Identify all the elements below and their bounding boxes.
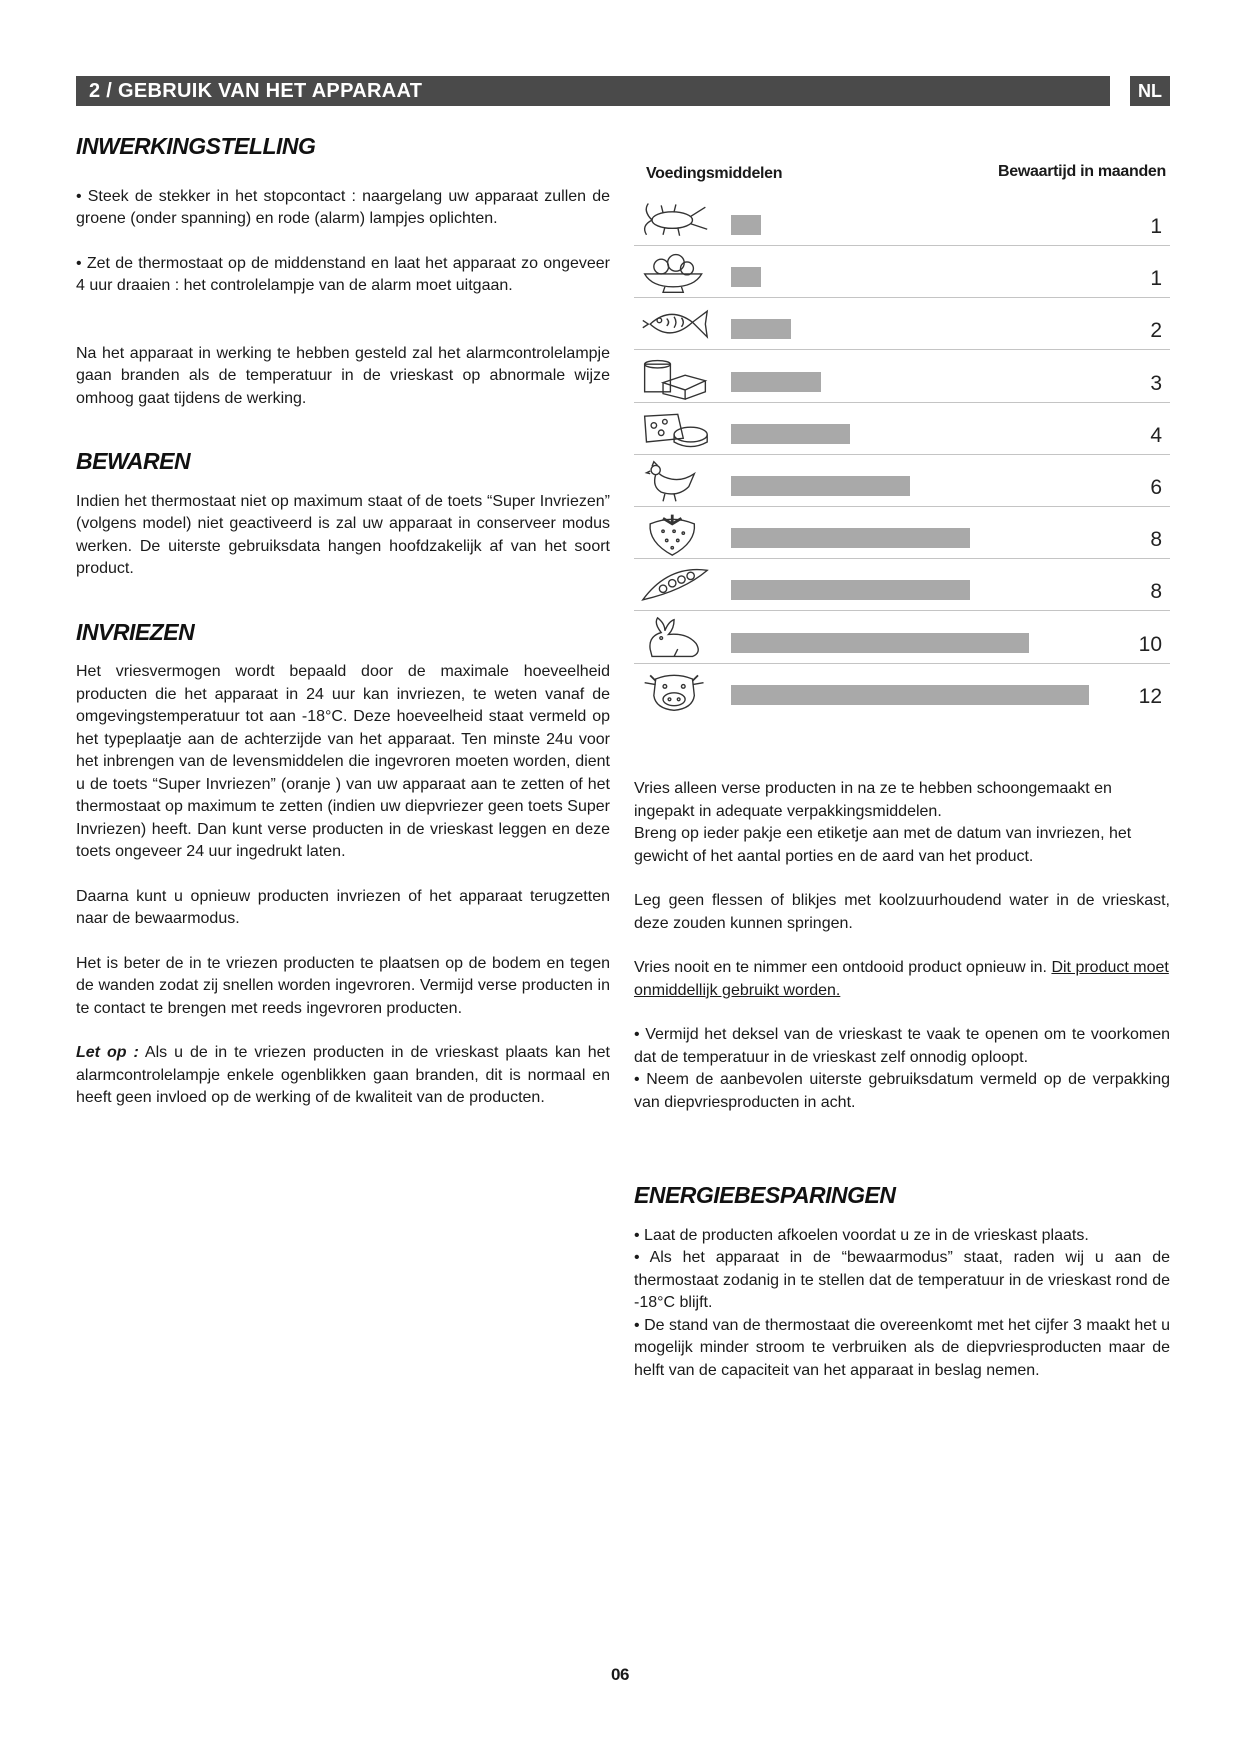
- chart-value-label: 8: [1150, 580, 1162, 604]
- strawberry-icon: [634, 511, 716, 557]
- paragraph: Het vriesvermogen wordt bepaald door de maximale hoeveelheid producten die het apparaat in 24 uur kan invriezen, te weten vanaf de omgevingstemperatuur tot aan -18°C. Deze hoeveelheid staat vermeld op het typeplaatje aan de achterzijde van het apparaat. Ten minste 24u voor het inbrengen van de levensmiddelen die ingevroren moeten worden, dient u de toets “Super Invriezen” (oranje ) van uw apparaat aan te zetten of het thermostaat op maximum te zetten (indien uw diepvriezer geen toets Super Invriezen) heeft. Dan kunt verse producten in de vrieskast leggen en deze toets ongeveer 24 uur ingedrukt laten.: [76, 663, 610, 860]
- heading-energiebesparingen: ENERGIEBESPARINGEN: [634, 1182, 896, 1208]
- chart-bar: [731, 528, 970, 548]
- underlined-text: Dit product moet onmiddellijk gebruikt worden.: [634, 959, 1169, 999]
- rabbit-icon: [634, 616, 716, 662]
- chart-value-label: 12: [1138, 684, 1162, 708]
- chicken-icon: [634, 459, 716, 505]
- paragraph: Breng op ieder pakje een etiketje aan met de datum van invriezen, het gewicht of het aantal porties en de aard van het product.: [634, 825, 1132, 865]
- paragraph: [634, 957, 1170, 1002]
- heading-bewaren: BEWAREN: [76, 448, 191, 474]
- chart-value-label: 1: [1150, 267, 1162, 291]
- page-number: 06: [611, 1665, 629, 1684]
- language-badge: NL: [1130, 76, 1170, 106]
- paragraph: • Zet de thermostaat op de middenstand en laat het apparaat zo ongeveer 4 uur draaien : het controlelampje van de alarm moet uitgaan.: [76, 254, 610, 294]
- chart-header-food: Voedingsmiddelen: [646, 165, 783, 182]
- chart-bar: [731, 372, 821, 392]
- chart-value-label: 3: [1150, 371, 1162, 395]
- note-label: Let op :: [76, 1044, 139, 1061]
- chart-row-chicken: [634, 455, 1170, 507]
- chart-row-peas: [634, 559, 1170, 611]
- note-text: Als u de in te vriezen producten in de vrieskast plaats kan het alarmcontrolelampje enkele ogenblikken gaan branden, dit is normaal en heeft geen invloed op de werking of de kwaliteit van de producten.: [76, 1044, 611, 1106]
- note-paragraph: [76, 1042, 610, 1110]
- left-column: [76, 135, 610, 1110]
- chart-row-butter: [634, 351, 1170, 403]
- chart-value-label: 8: [1150, 528, 1162, 552]
- paragraph: • Laat de producten afkoelen voordat u ze in de vrieskast plaats.: [634, 1226, 1089, 1244]
- paragraph: • Steek de stekker in het stopcontact : naargelang uw apparaat zullen de groene (onder spanning) en rode (alarm) lampjes oplichten.: [76, 187, 610, 227]
- storage-time-chart: [634, 158, 1170, 738]
- right-column: [634, 778, 1170, 1382]
- paragraph: Daarna kunt u opnieuw producten invriezen of het apparaat terugzetten naar de bewaarmodus.: [76, 887, 610, 927]
- shellfish-icon: [634, 198, 716, 244]
- paragraph: • De stand van de thermostaat die overeenkomt met het cijfer 3 maakt het u mogelijk minder stroom te verbruiken als de diepvriesproducten maar de helft van de capaciteit van het apparaat in beslag nemen.: [634, 1316, 1170, 1379]
- chart-bar: [731, 685, 1089, 705]
- paragraph: Indien het thermostaat niet op maximum staat of de toets “Super Invriezen” (volgens model) niet geactiveerd is zal uw apparaat in conserveer modus werken. De uiterste gebruiksdata hangen hoofdzakelijk af van het soort product.: [76, 492, 610, 577]
- chart-row-rabbit: [634, 612, 1170, 664]
- mushrooms-bowl-icon: [634, 250, 716, 296]
- chart-bar: [731, 476, 910, 496]
- chart-row-cheese: [634, 403, 1170, 455]
- paragraph: Leg geen flessen of blikjes met koolzuurhoudend water in de vrieskast, deze zouden kunnen springen.: [634, 892, 1170, 932]
- chart-row-fish: [634, 298, 1170, 350]
- chart-row-shellfish: [634, 194, 1170, 246]
- fish-icon: [634, 302, 716, 348]
- chart-bar: [731, 215, 761, 235]
- butter-icon: [634, 355, 716, 401]
- beef-icon: [634, 668, 716, 714]
- cheese-icon: [634, 407, 716, 453]
- paragraph: Vries alleen verse producten in na ze te hebben schoongemaakt en ingepakt in adequate verpakkingsmiddelen.: [634, 780, 1112, 820]
- paragraph: Na het apparaat in werking te hebben gesteld zal het alarmcontrolelampje gaan branden als de temperatuur in de vrieskast op abnormale wijze omhoog gaat tijdens de werking.: [76, 344, 610, 407]
- chart-bar: [731, 319, 791, 339]
- chart-value-label: 1: [1150, 215, 1162, 238]
- heading-inwerkingstelling: INWERKINGSTELLING: [76, 133, 316, 159]
- chart-bar: [731, 267, 761, 287]
- paragraph: • Als het apparaat in de “bewaarmodus” staat, raden wij u aan de thermostaat zodanig in te stellen dat de temperatuur in de vrieskast rond de -18°C blijft.: [634, 1249, 1170, 1311]
- chart-row-strawberry: [634, 507, 1170, 559]
- paragraph: • Neem de aanbevolen uiterste gebruiksdatum vermeld op de verpakking van diepvriesproducten in acht.: [634, 1071, 1170, 1111]
- chart-value-label: 4: [1150, 423, 1162, 447]
- chart-row-beef: [634, 664, 1170, 716]
- chart-value-label: 2: [1150, 319, 1162, 343]
- chart-header-months: Bewaartijd in maanden: [998, 163, 1166, 180]
- chart-bar: [731, 424, 850, 444]
- paragraph: Het is beter de in te vriezen producten te plaatsen op de bodem en tegen de wanden zodat zij snellen worden ingevroren. Vermijd verse producten in te contact te brengen met reeds ingevroren producten.: [76, 954, 610, 1017]
- chart-row-mushrooms-bowl: [634, 246, 1170, 298]
- chart-value-label: 10: [1138, 632, 1162, 656]
- chart-bar: [731, 633, 1029, 653]
- paragraph: • Vermijd het deksel van de vrieskast te vaak te openen om te voorkomen dat de temperatuur in de vrieskast zelf onnodig oploopt.: [634, 1026, 1170, 1066]
- peas-icon: [634, 563, 716, 609]
- section-header: 2 / GEBRUIK VAN HET APPARAAT: [76, 76, 1110, 106]
- heading-invriezen: INVRIEZEN: [76, 618, 195, 645]
- chart-value-label: 6: [1150, 476, 1162, 499]
- chart-bar: [731, 580, 970, 600]
- text: Vries nooit en te nimmer een ontdooid product opnieuw in.: [634, 959, 1052, 976]
